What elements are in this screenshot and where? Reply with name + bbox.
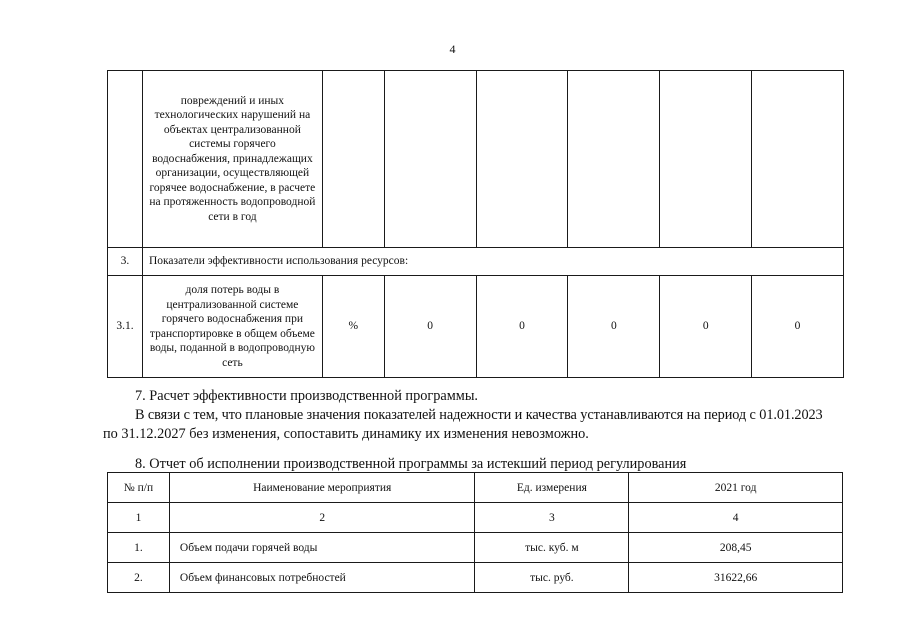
value-cell: 0	[660, 276, 752, 378]
section7-heading: 7. Расчет эффективности производственной программы.	[135, 388, 479, 404]
value-cell: 0	[752, 276, 844, 378]
table-row	[108, 563, 843, 593]
unit-cell: тыс. руб.	[475, 563, 629, 593]
value-cell: 0	[384, 276, 476, 378]
column-number: 3	[475, 503, 629, 533]
unit-cell: тыс. куб. м	[475, 533, 629, 563]
unit-cell: %	[322, 276, 384, 378]
column-numbers-row	[108, 503, 843, 533]
column-number: 1	[108, 503, 170, 533]
value-cell: 208,45	[629, 533, 843, 563]
row-number-cell: 1.	[108, 533, 170, 563]
value-cell	[752, 71, 844, 248]
activity-name-cell: Объем подачи горячей воды	[169, 533, 475, 563]
value-cell: 0	[476, 276, 568, 378]
column-number: 2	[169, 503, 475, 533]
value-cell: 31622,66	[629, 563, 843, 593]
value-cell	[660, 71, 752, 248]
value-cell	[568, 71, 660, 248]
section-title-cell: Показатели эффективности использования ресурсов:	[142, 248, 843, 276]
row-number-cell	[108, 71, 143, 248]
column-header: Ед. измерения	[475, 473, 629, 503]
row-number-cell: 2.	[108, 563, 170, 593]
column-header: 2021 год	[629, 473, 843, 503]
value-cell	[476, 71, 568, 248]
section7-text-line2: по 31.12.2027 без изменения, сопоставить динамику их изменения невозможно.	[103, 426, 589, 442]
column-header: № п/п	[108, 473, 170, 503]
table-row	[108, 533, 843, 563]
unit-cell	[322, 71, 384, 248]
report-table	[107, 472, 843, 593]
indicator-name-cell: повреждений и иных технологических нарушений на объектах централизованной системы горячего водоснабжения, принадлежащих организации, осуществляющей горячее водоснабжение, в расчете на протяженность водопроводной сети в год	[142, 71, 322, 248]
table-header-row	[108, 473, 843, 503]
value-cell: 0	[568, 276, 660, 378]
value-cell	[384, 71, 476, 248]
activity-name-cell: Объем финансовых потребностей	[169, 563, 475, 593]
table-row	[108, 276, 844, 378]
section-number-cell: 3.	[108, 248, 143, 276]
section7-text-line1: В связи с тем, что плановые значения показателей надежности и качества устанавливаются на период с 01.01.2023	[135, 407, 823, 423]
column-header: Наименование мероприятия	[169, 473, 475, 503]
page-number: 4	[449, 42, 456, 56]
section8-heading: 8. Отчет об исполнении производственной программы за истекший период регулирования	[135, 456, 687, 472]
indicator-name-cell: доля потерь воды в централизованной системе горячего водоснабжения при транспортировке в общем объеме воды, поданной в водопроводную сеть	[142, 276, 322, 378]
row-number-cell: 3.1.	[108, 276, 143, 378]
column-number: 4	[629, 503, 843, 533]
section-row	[108, 248, 844, 276]
table-row	[108, 71, 844, 248]
indicators-table	[107, 70, 844, 378]
